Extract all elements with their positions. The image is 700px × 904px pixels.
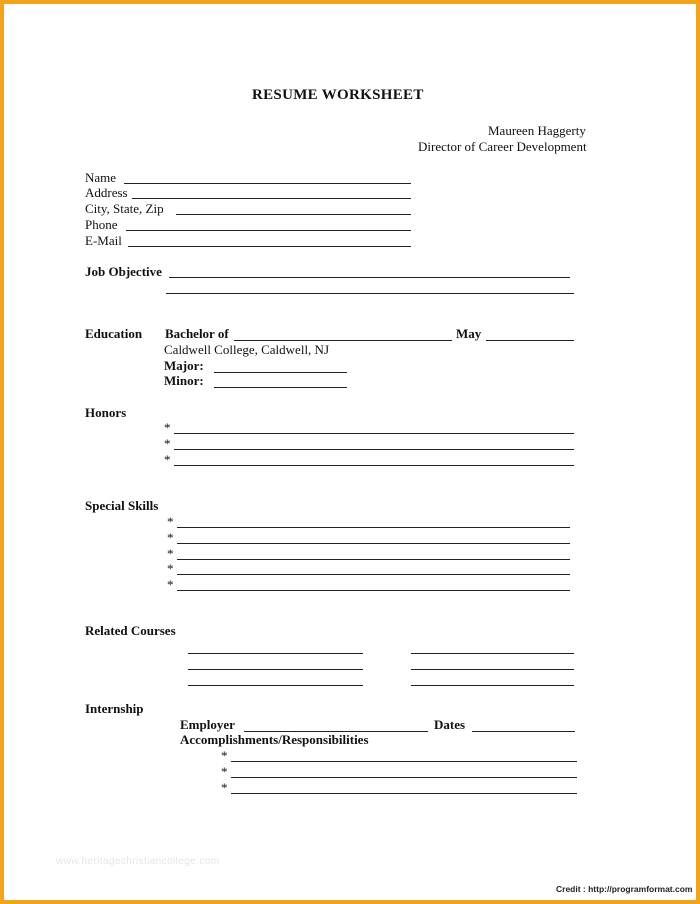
employer-label: Employer xyxy=(180,717,235,732)
name-field-line[interactable] xyxy=(124,183,411,184)
internship-bullet-2: * xyxy=(221,764,228,779)
may-label: May xyxy=(456,326,482,341)
skills-bullet-2: * xyxy=(167,530,174,545)
may-field-line[interactable] xyxy=(486,340,574,341)
address-field-line[interactable] xyxy=(132,198,411,199)
major-field-line[interactable] xyxy=(214,372,347,373)
name-label: Name xyxy=(85,170,117,185)
honors-line-3[interactable] xyxy=(174,465,574,466)
honors-label: Honors xyxy=(85,405,127,420)
job-objective-line-1[interactable] xyxy=(169,277,570,278)
skills-bullet-1: * xyxy=(167,514,174,529)
skills-bullet-3: * xyxy=(167,546,174,561)
honors-bullet-1: * xyxy=(164,420,171,435)
email-label: E-Mail xyxy=(85,233,122,248)
education-label: Education xyxy=(85,326,143,341)
skills-line-5[interactable] xyxy=(177,590,570,591)
city-state-zip-field-line[interactable] xyxy=(176,214,411,215)
address-label: Address xyxy=(85,185,128,200)
phone-label: Phone xyxy=(85,217,118,232)
email-field-line[interactable] xyxy=(128,246,411,247)
course-line-left-2[interactable] xyxy=(188,669,363,670)
course-line-left-3[interactable] xyxy=(188,685,363,686)
job-objective-label: Job Objective xyxy=(85,264,162,279)
honors-bullet-3: * xyxy=(164,452,171,467)
related-courses-label: Related Courses xyxy=(85,623,176,638)
city-state-zip-label: City, State, Zip xyxy=(85,201,164,216)
internship-line-1[interactable] xyxy=(231,761,577,762)
honors-line-1[interactable] xyxy=(174,433,574,434)
course-line-right-2[interactable] xyxy=(411,669,574,670)
skills-line-2[interactable] xyxy=(177,543,570,544)
minor-label: Minor: xyxy=(164,373,204,388)
honors-line-2[interactable] xyxy=(174,449,574,450)
course-line-right-3[interactable] xyxy=(411,685,574,686)
school-name: Caldwell College, Caldwell, NJ xyxy=(164,342,330,357)
job-objective-line-2[interactable] xyxy=(166,293,574,294)
course-line-left-1[interactable] xyxy=(188,653,363,654)
worksheet-page xyxy=(4,4,696,900)
special-skills-label: Special Skills xyxy=(85,498,159,513)
accomplishments-label: Accomplishments/Responsibilities xyxy=(180,732,369,747)
course-line-right-1[interactable] xyxy=(411,653,574,654)
skills-line-3[interactable] xyxy=(177,559,570,560)
skills-bullet-4: * xyxy=(167,561,174,576)
internship-line-3[interactable] xyxy=(231,793,577,794)
dates-label: Dates xyxy=(434,717,466,732)
page-title: RESUME WORKSHEET xyxy=(252,87,424,103)
author-role: Director of Career Development xyxy=(418,139,587,154)
skills-line-1[interactable] xyxy=(177,527,570,528)
internship-bullet-3: * xyxy=(221,780,228,795)
skills-bullet-5: * xyxy=(167,577,174,592)
credit-text: Credit : http://programformat.com xyxy=(556,884,693,894)
degree-label: Bachelor of xyxy=(165,326,229,341)
skills-line-4[interactable] xyxy=(177,574,570,575)
major-label: Major: xyxy=(164,358,204,373)
minor-field-line[interactable] xyxy=(214,387,347,388)
internship-bullet-1: * xyxy=(221,748,228,763)
phone-field-line[interactable] xyxy=(126,230,411,231)
internship-label: Internship xyxy=(85,701,144,716)
degree-field-line[interactable] xyxy=(234,340,452,341)
dates-field-line[interactable] xyxy=(472,731,575,732)
watermark: www.heritagechristiancollege.com xyxy=(56,856,220,867)
honors-bullet-2: * xyxy=(164,436,171,451)
internship-line-2[interactable] xyxy=(231,777,577,778)
author-name: Maureen Haggerty xyxy=(488,123,586,138)
